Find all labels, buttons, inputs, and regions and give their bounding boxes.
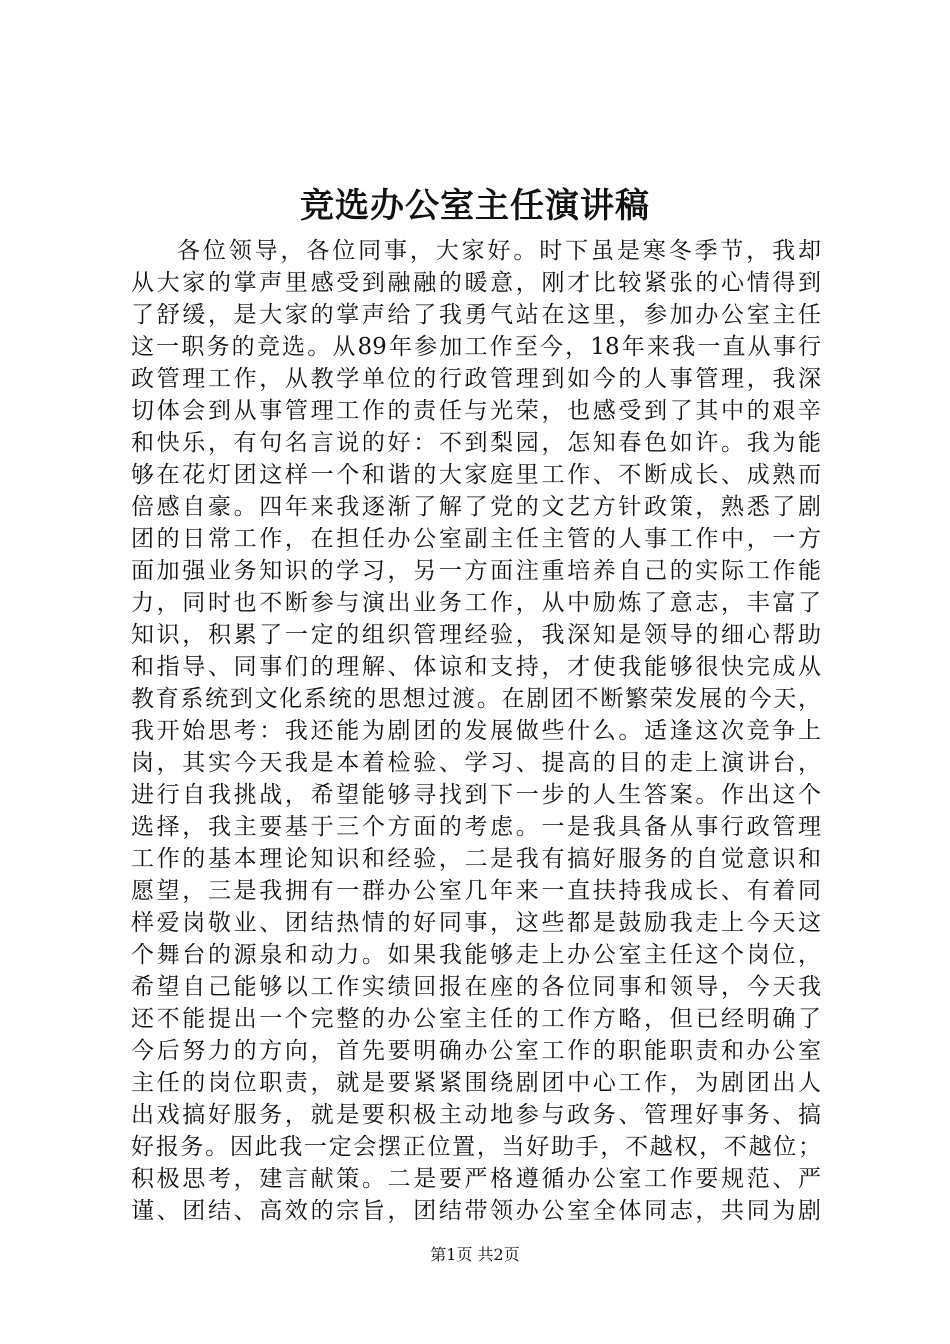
paragraph-line: 力，同时也不断参与演出业务工作，从中励炼了意志，丰富了	[131, 590, 821, 616]
paragraph-line: 面加强业务知识的学习，另一方面注重培养自己的实际工作能	[131, 558, 821, 584]
paragraph-line: 和指导、同事们的理解、体谅和支持，才使我能够很快完成从	[131, 654, 821, 680]
paragraph-line: 和快乐，有句名言说的好：不到梨园，怎知春色如许。我为能	[131, 430, 821, 456]
paragraph-line: 谨、团结、高效的宗旨，团结带领办公室全体同志，共同为剧	[131, 1198, 821, 1224]
paragraph-line: 切体会到从事管理工作的责任与光荣，也感受到了其中的艰辛	[131, 398, 821, 424]
paragraph-line: 够在花灯团这样一个和谐的大家庭里工作、不断成长、成熟而	[131, 462, 821, 488]
paragraph-line: 各位领导，各位同事，大家好。时下虽是寒冬季节，我却	[177, 238, 821, 264]
paragraph-line: 出戏搞好服务，就是要积极主动地参与政务、管理好事务、搞	[131, 1102, 821, 1128]
paragraph-line: 工作的基本理论知识和经验，二是我有搞好服务的自觉意识和	[131, 846, 821, 872]
paragraph-line: 这一职务的竞选。从89年参加工作至今，18年来我一直从事行	[131, 334, 821, 360]
paragraph-line: 希望自己能够以工作实绩回报在座的各位同事和领导，今天我	[131, 974, 821, 1000]
paragraph-line: 从大家的掌声里感受到融融的暖意，刚才比较紧张的心情得到	[131, 270, 821, 296]
paragraph-line: 政管理工作，从教学单位的行政管理到如今的人事管理，我深	[131, 366, 821, 392]
paragraph-line: 了舒缓，是大家的掌声给了我勇气站在这里，参加办公室主任	[131, 302, 821, 328]
paragraph-line: 选择，我主要基于三个方面的考虑。一是我具备从事行政管理	[131, 814, 821, 840]
paragraph-line: 还不能提出一个完整的办公室主任的工作方略，但已经明确了	[131, 1006, 821, 1032]
document-body	[131, 235, 821, 1227]
paragraph-line: 样爱岗敬业、团结热情的好同事，这些都是鼓励我走上今天这	[131, 910, 821, 936]
paragraph-line: 个舞台的源泉和动力。如果我能够走上办公室主任这个岗位，	[131, 942, 821, 968]
paragraph-line: 教育系统到文化系统的思想过渡。在剧团不断繁荣发展的今天，	[131, 686, 821, 712]
paragraph-line: 岗，其实今天我是本着检验、学习、提高的目的走上演讲台，	[131, 750, 821, 776]
document-title: 竞选办公室主任演讲稿	[300, 186, 650, 226]
paragraph-line: 今后努力的方向，首先要明确办公室工作的职能职责和办公室	[131, 1038, 821, 1064]
paragraph-line: 主任的岗位职责，就是要紧紧围绕剧团中心工作，为剧团出人	[131, 1070, 821, 1096]
paragraph-line: 好报务。因此我一定会摆正位置，当好助手，不越权，不越位；	[131, 1134, 821, 1160]
paragraph-line: 进行自我挑战，希望能够寻找到下一步的人生答案。作出这个	[131, 782, 821, 808]
paragraph-line: 积极思考，建言献策。二是要严格遵循办公室工作要规范、严	[131, 1166, 821, 1192]
paragraph-line: 倍感自豪。四年来我逐渐了解了党的文艺方针政策，熟悉了剧	[131, 494, 821, 520]
paragraph-line: 团的日常工作，在担任办公室副主任主管的人事工作中，一方	[131, 526, 821, 552]
paragraph-line: 我开始思考：我还能为剧团的发展做些什么。适逢这次竞争上	[131, 718, 821, 744]
paragraph-line: 知识，积累了一定的组织管理经验，我深知是领导的细心帮助	[131, 622, 821, 648]
paragraph-line: 愿望，三是我拥有一群办公室几年来一直扶持我成长、有着同	[131, 878, 821, 904]
page-number-footer: 第1页 共2页	[430, 1245, 520, 1264]
